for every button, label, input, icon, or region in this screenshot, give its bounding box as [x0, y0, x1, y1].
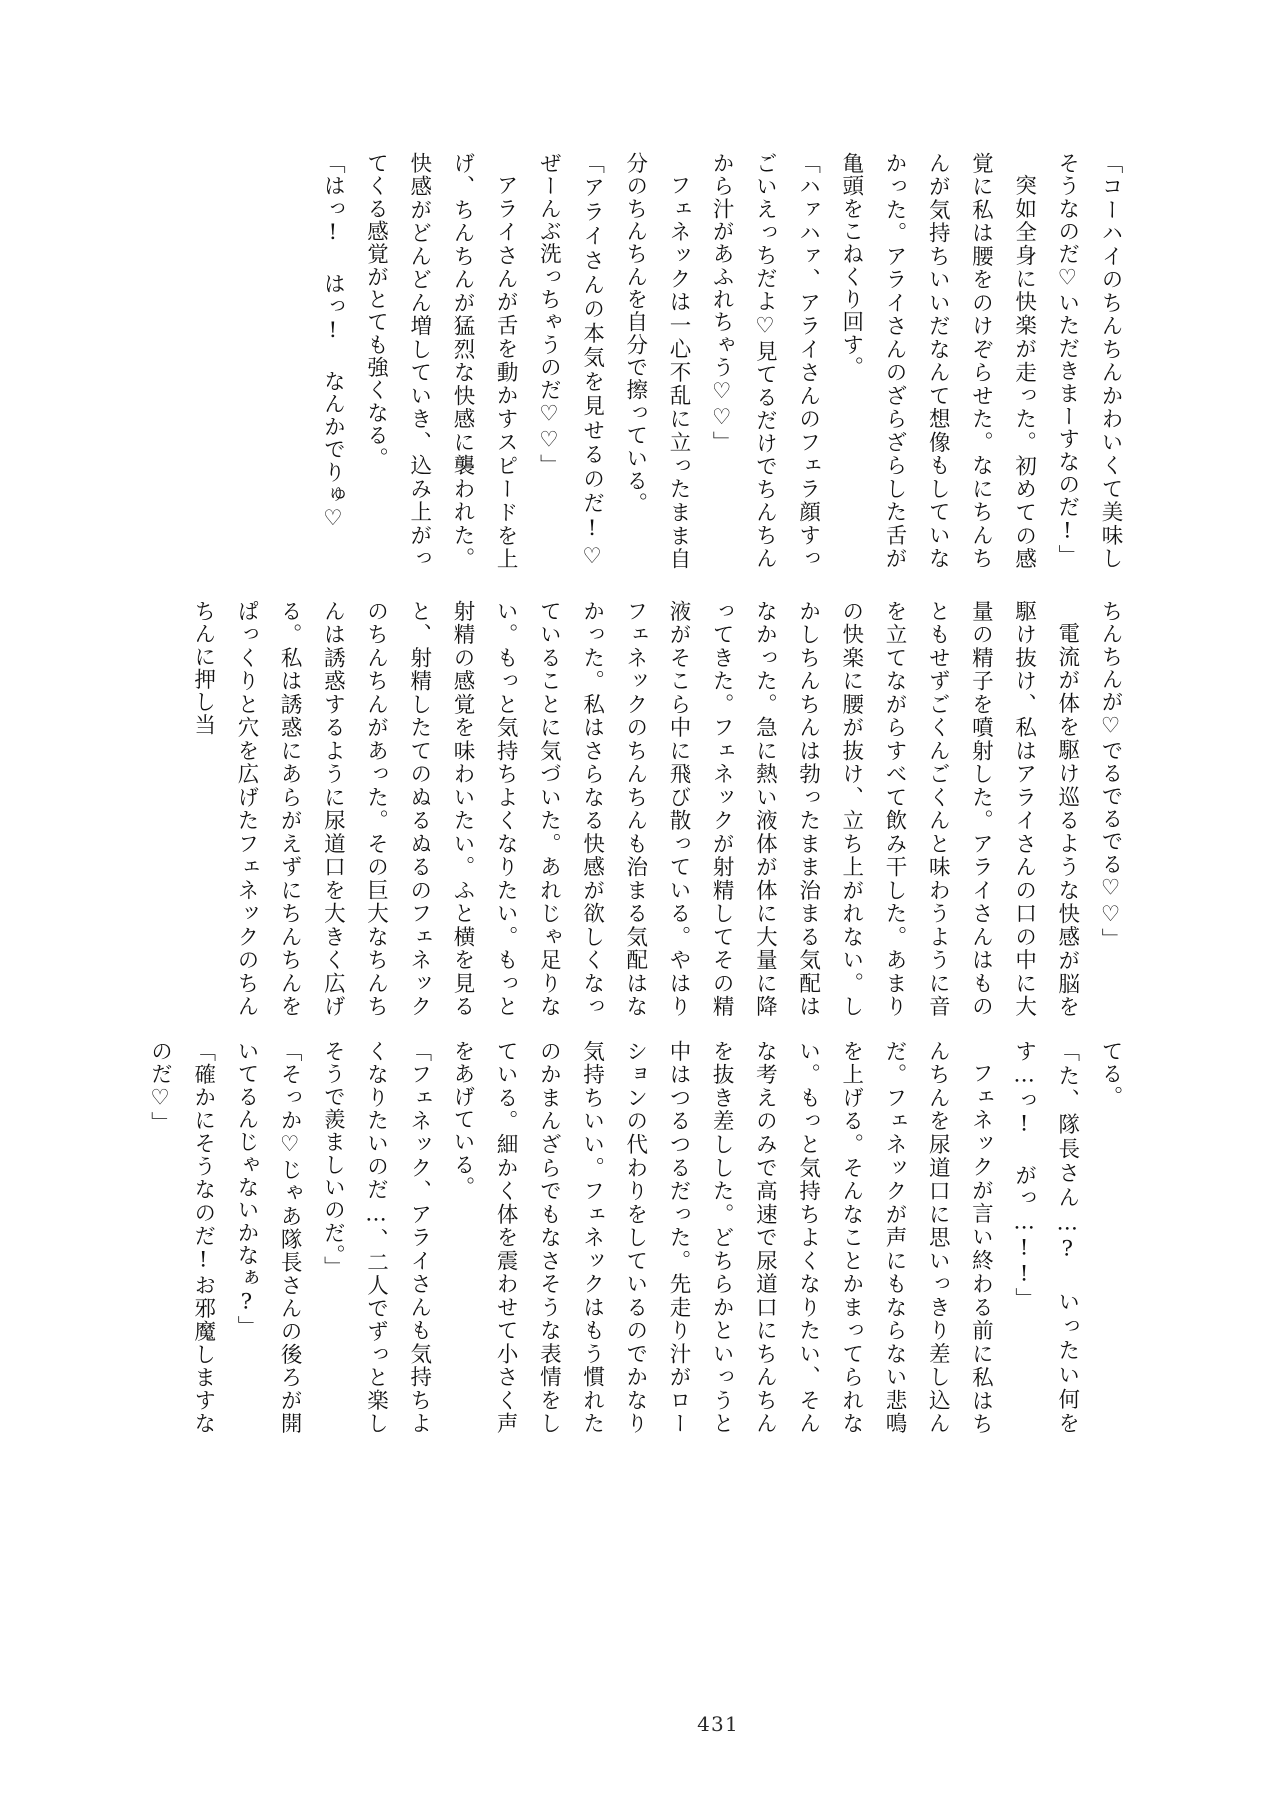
paragraph: 電流が体を駆け巡るような快感が脳を駆け抜け、私はアライさんの口の中に大量の精子を噴射した。アライさんはものともせずごくんごくんと味わうように音を立てながらすべて飲み干した。あまりの快楽に腰が抜け、立ち上がれない。しかしちんちんは勃ったまま治まる気配はなかった。急に熱い液体が体に大量に降ってきた。フェネックが射精してその精液がそこら中に飛び散っている。やはりフェネックのちんちんも治まる気配はなかった。私はさらなる快感が欲しくなっていることに気づいた。あれじゃ足りない。もっと気持ちよくなりたい。もっと射精の感覚を味わいたい。ふと横を見ると、射精したてのぬるぬるのフェネックのちんちんがあった。その巨大なちんちんは誘惑するように尿道口を大きく広げる。私は誘惑にあらがえずにちんちんをぱっくりと穴を広げたフェネックのちんちんに押し当	[190, 600, 1080, 1018]
paragraph: 「た、隊長さん…? いったい何をす…っ! がっ…!!」	[1011, 1040, 1080, 1435]
paragraph: 「ハァハァ、アライさんのフェラ顔すっごいえっちだよ♡見てるだけでちんちんから汁があふれちゃう♡♡」	[709, 152, 821, 570]
text-block-lower	[142, 1040, 1132, 1435]
paragraph: フェネックは一心不乱に立ったまま自分のちんちんを自分で擦っている。	[622, 152, 691, 570]
paragraph: 突如全身に快楽が走った。初めての感覚に私は腰をのけぞらせた。なにちんちんが気持ちいいだなんて想像もしていなかった。アライさんのざらざらした舌が亀頭をこねくり回す。	[838, 152, 1037, 570]
paragraph: 「フェネック、アライさんも気持ちよくなりたいのだ…、二人でずっと楽しそうで羨ましいのだ。」	[320, 1040, 432, 1435]
text-block-upper	[142, 152, 1132, 570]
paragraph: フェネックが言い終わる前に私はちんちんを尿道口に思いっきり差し込んだ。フェネックが声にもならない悲鳴を上げる。そんなことかまってられない。もっと気持ちよくなりたい、そんな考えのみで高速で尿道口にちんちんを抜き差しした。どちらかといっうと中はつるつるだった。先走り汁がローションの代わりをしているのでかなり気持ちいい。フェネックはもう慣れたのかまんざらでもなさそうな表情をしている。細かく体を震わせて小さく声をあげている。	[449, 1040, 994, 1435]
paragraph: 「コーハイのちんちんかわいくて美味しそうなのだ♡いただきまーすなのだ!」	[1054, 152, 1123, 570]
paragraph: てる。	[1098, 1040, 1123, 1109]
paragraph: ちんちんが♡でるでるでる♡♡」	[1098, 600, 1123, 951]
paragraph: アライさんが舌を動かすスピードを上げ、ちんちんが猛烈な快感に襲われた。快感がどんどん増していき、込み上がってくる感覚がとても強くなる。	[363, 152, 519, 570]
paragraph: 「はっ! はっ! なんかでりゅ♡	[320, 152, 346, 533]
paragraph: 「そっか♡じゃあ隊長さんの後ろが開いてるんじゃないかなぁ?」	[233, 1040, 303, 1435]
text-block-middle	[142, 600, 1132, 1018]
page-number	[0, 1712, 1280, 1736]
page-number-value: 431	[697, 1712, 739, 1736]
paragraph: 「アライさんの本気を見せるのだ!♡ ぜーんぶ洗っちゃうのだ♡♡」	[536, 152, 605, 570]
paragraph: 「確かにそうなのだ!お邪魔しますなのだ♡」	[147, 1040, 216, 1435]
